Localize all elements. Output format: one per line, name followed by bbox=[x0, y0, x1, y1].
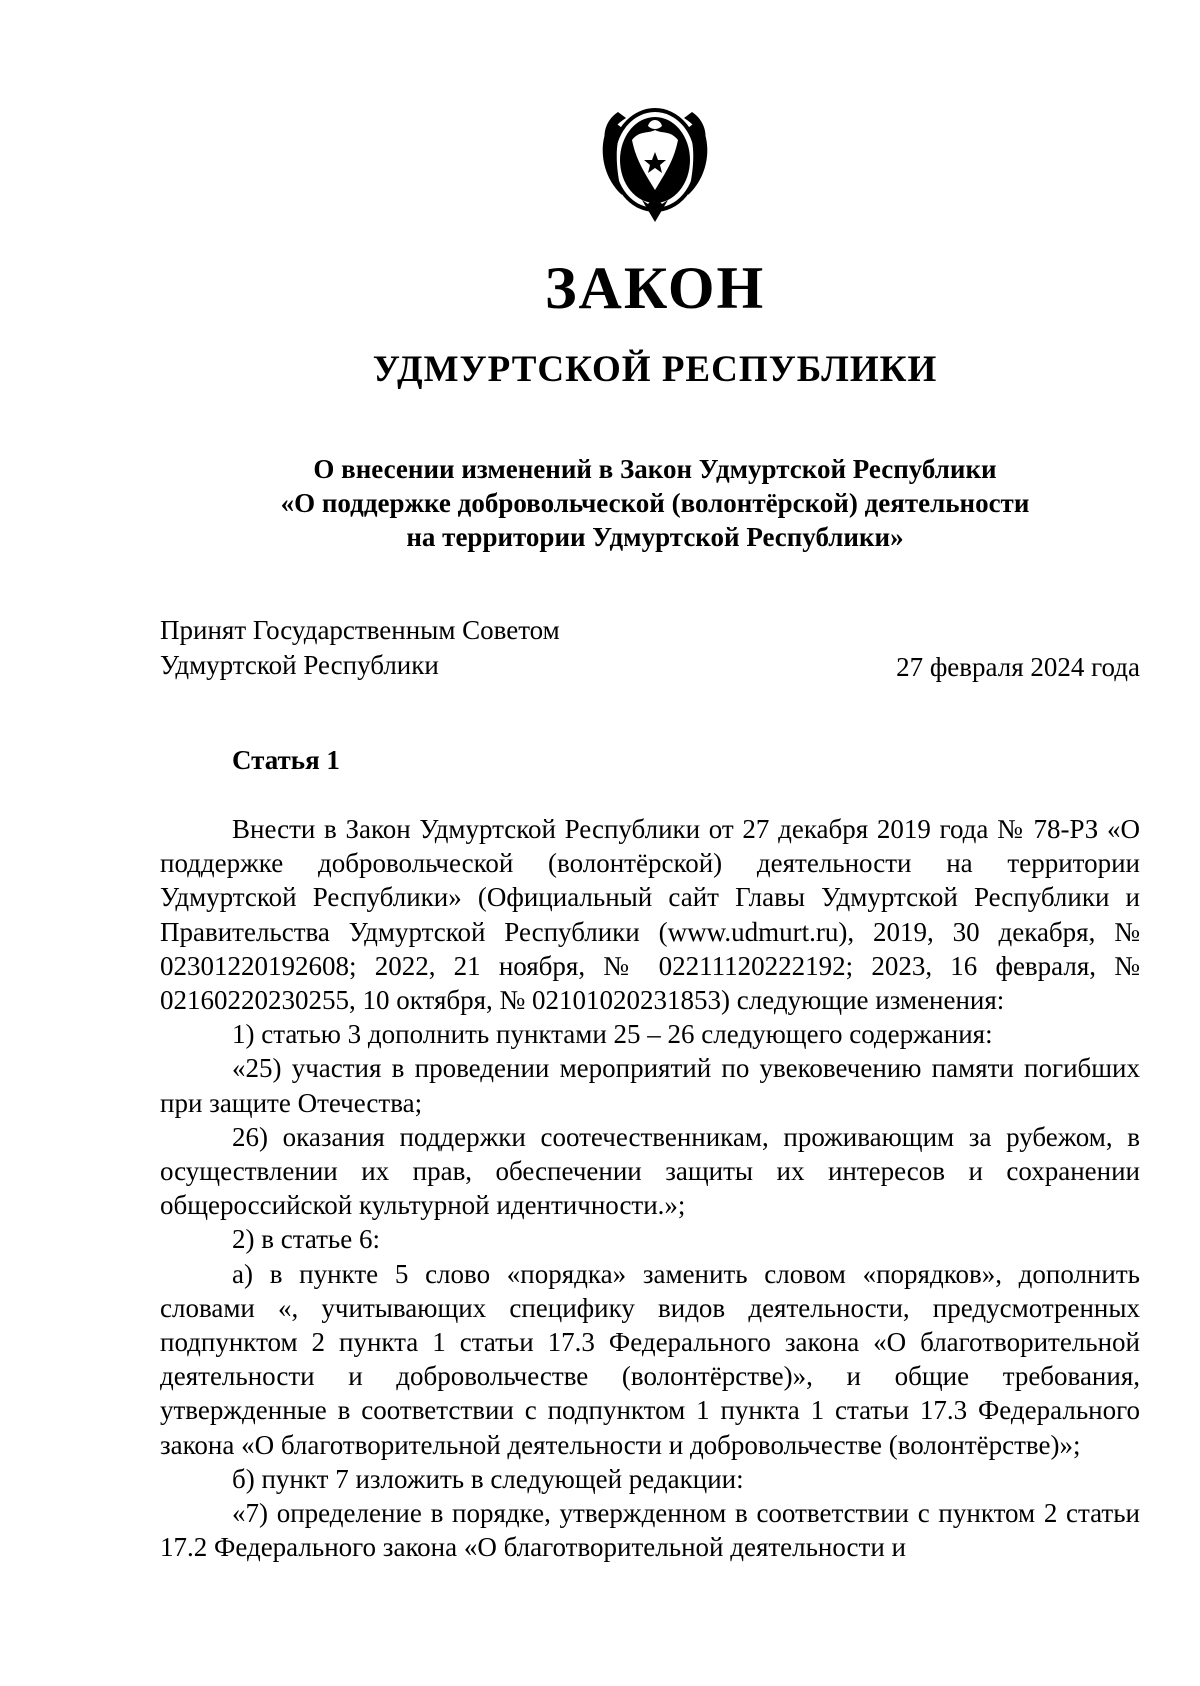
article-paragraph: Внести в Закон Удмуртской Республики от 27 декабря 2019 года № 78-РЗ «О поддержке добровольческой (волонтёрской) деятельности на территории Удмуртской Республики» (Официальный сайт Главы Удмуртской Республики и Правительства Удмуртской Республики (www.udmurt.ru), 2019, 30 декабря, № 02301220192608; 2022, 21 ноября, № 02211120222192; 2023, 16 февраля, № 02160220230255, 10 октября, № 02101020231853) следующие изменения: bbox=[160, 814, 1140, 1016]
article-paragraph: 2) в статье 6: bbox=[232, 1224, 380, 1255]
adoption-date: 27 февраля 2024 года bbox=[896, 652, 1140, 682]
article-paragraph: 26) оказания поддержки соотечественникам, проживающим за рубежом, в осуществлении их прав, обеспечении защиты их интересов и сохранении общероссийской культурной идентичности.»; bbox=[160, 1121, 1140, 1221]
udmurtia-coat-of-arms-icon bbox=[592, 100, 718, 230]
article-paragraph: «25) участия в проведении мероприятий по увековечению памяти погибших при защите Отечества; bbox=[160, 1053, 1140, 1118]
law-name-line: О внесении изменений в Закон Удмуртской Республики bbox=[313, 454, 997, 484]
law-name bbox=[0, 452, 1200, 554]
article-body bbox=[160, 812, 1140, 1564]
article-paragraph: 1) статью 3 дополнить пунктами 25 – 26 следующего содержания: bbox=[232, 1019, 993, 1050]
adoption-line: Удмуртской Республики bbox=[160, 650, 439, 680]
document-subtitle: УДМУРТСКОЙ РЕСПУБЛИКИ bbox=[372, 349, 938, 390]
article-paragraph: «7) определение в порядке, утвержденном в соответствии с пунктом 2 статьи 17.2 Федерального закона «О благотворительной деятельности и bbox=[160, 1498, 1140, 1563]
law-name-line: «О поддержке добровольческой (волонтёрской) деятельности bbox=[280, 488, 1030, 518]
article-paragraph: а) в пункте 5 слово «порядка» заменить словом «порядков», дополнить словами «, учитывающих специфику видов деятельности, предусмотренных подпунктом 2 пункта 1 статьи 17.3 Федерального закона «О благотворительной деятельности и добровольчестве (волонтёрстве)», и общие требования, утвержденные в соответствии с подпунктом 1 пункта 1 статьи 17.3 Федерального закона «О благотворительной деятельности и добровольчестве (волонтёрстве)»; bbox=[160, 1258, 1140, 1460]
article-title: Статья 1 bbox=[232, 745, 340, 775]
law-name-line: на территории Удмуртской Республики» bbox=[406, 522, 904, 552]
document-title: ЗАКОН bbox=[544, 255, 766, 321]
article-paragraph: б) пункт 7 изложить в следующей редакции: bbox=[232, 1463, 744, 1494]
adoption-authority bbox=[160, 613, 560, 683]
adoption-line: Принят Государственным Советом bbox=[160, 615, 560, 645]
